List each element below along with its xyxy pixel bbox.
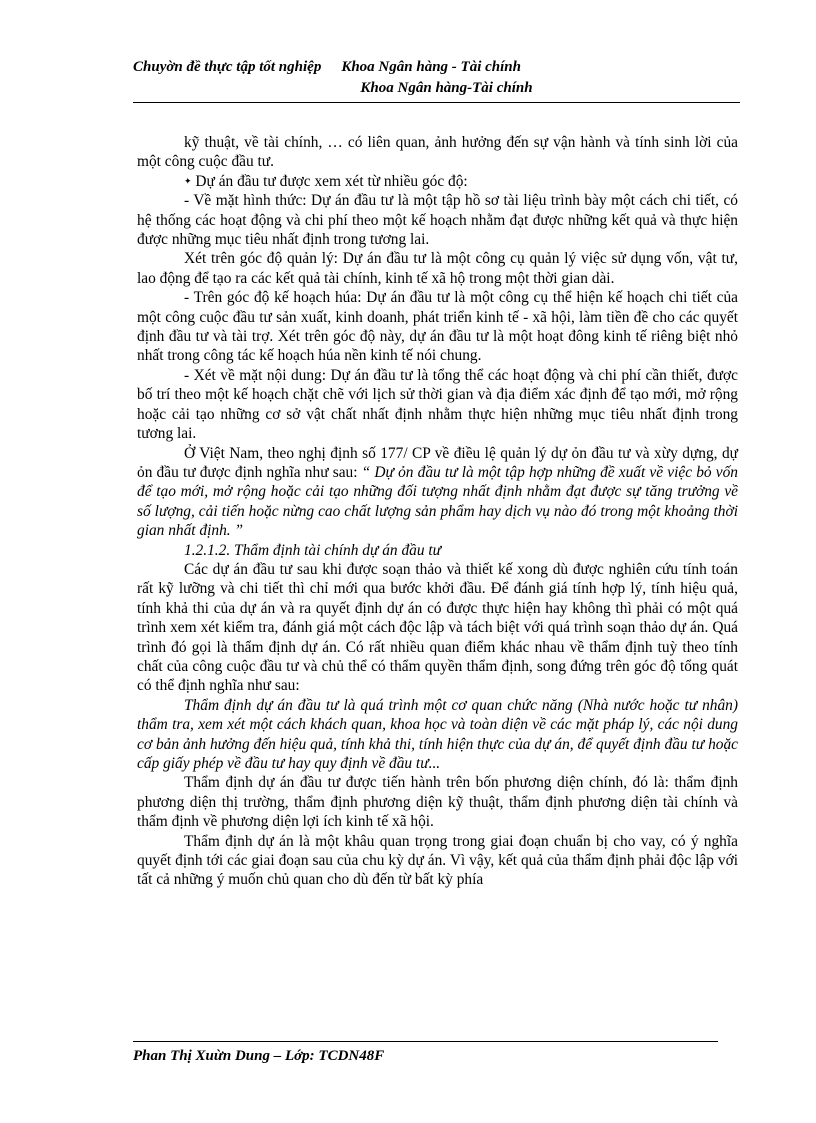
paragraph: Xét trên góc độ quản lý: Dự án đầu tư là một công cụ quản lý việc sử dụng vốn, vật tư, lao động để tạo ra các kết quả tài chính, kinh tế xã hộ trong một thời gian dài. <box>137 250 738 287</box>
paragraph: kỹ thuật, về tài chính, … có liên quan, ảnh hưởng đến sự vận hành và tính sinh lời của một công cuộc đầu tư. <box>137 134 738 171</box>
quoted-definition: “ Dự ỏn đầu tư là một tập hợp những đề xuất về việc bỏ vốn để tạo mới, mở rộng hoặc cải tạo những đối tượng nhất định nhằm đạt được sự tăng trưởng về số lượng, cải tiến hoặc nừng cao chất lượng sản phẩm hay dịch vụ nào đó trong một khoảng thời gian nhất định. ” <box>137 463 738 540</box>
paragraph: - Xét về mặt nội dung: Dự án đầu tư là tổng thể các hoạt động và chi phí cần thiết, được bố trí theo một kế hoạch chặt chẽ với lịch sử thời gian và địa điểm xác định để tạo mới, mở rộng hoặc cải tạo những cơ sở vật chất nhất định nhằm thực hiện những mục tiêu nhất định trong tương lai. <box>137 366 738 443</box>
header-line-2: Khoa Ngân hàng-Tài chính <box>360 80 533 96</box>
paragraph-text: Ở Việt Nam, theo nghị định số 177/ CP về điều lệ quản lý dự ỏn đầu tư và xừy dựng, dự ỏn đầu tư được định nghĩa như sau: <box>137 444 738 481</box>
paragraph-text: Dự án đầu tư được xem xét từ nhiều góc độ: <box>195 172 468 190</box>
italic-definition: Thẩm định dự án đầu tư là quá trình một cơ quan chức năng (Nhà nước hoặc tư nhân) thẩm tra, xem xét một cách khách quan, khoa học và toàn diện về các mặt pháp lý, các nội dung cơ bản ảnh hưởng đến hiệu quả, tính khả thi, tính hiện thực của dự án, để quyết định đầu tư hoặc cấp giấy phép về đầu tư hay quy định về đầu tư... <box>137 696 738 772</box>
header-line-1 <box>133 57 740 78</box>
diamond-bullet-icon: ✦ <box>184 175 192 186</box>
paragraph: - Về mặt hình thức: Dự án đầu tư là một tập hồ sơ tài liệu trình bày một cách chi tiết, có hệ thống các hoạt động và chi phí theo một kế hoạch nhằm đạt được những kết quả và thực hiện được những mục tiêu nhất định trong tương lai. <box>137 192 738 249</box>
header-rule <box>133 102 740 103</box>
paragraph: - Trên góc độ kế hoạch húa: Dự án đầu tư là một công cụ thể hiện kế hoạch chi tiết của một công cuộc đầu tư sản xuất, kinh doanh, phát triển kinh tế - xã hội, làm tiền đề cho các quyết định đầu tư và tài trợ. Xét trên góc độ này, dự án đầu tư là một hoạt đông kinh tế riêng biệt nhỏ nhất trong công tác kế hoạch húa nền kinh tế nói chung. <box>137 289 738 365</box>
page-body <box>137 133 738 890</box>
section-heading: 1.2.1.2. Thẩm định tài chính dự án đầu tư <box>184 541 442 559</box>
page-header <box>133 57 740 99</box>
header-thesis-title: Chuyờn đề thực tập tốt nghiệp <box>133 59 322 75</box>
page-footer: Phan Thị Xuừn Dung – Lớp: TCDN48F <box>133 1048 385 1064</box>
paragraph: Thẩm định dự án là một khâu quan trọng trong giai đoạn chuẩn bị cho vay, có ý nghĩa quyết định tới các giai đoạn sau của chu kỳ dự án. Vì vậy, kết quả của thẩm định phải độc lập với tất cả những ý muốn chủ quan cho dù đến từ bất kỳ phía <box>137 832 738 889</box>
header-faculty: Khoa Ngân hàng - Tài chính <box>341 59 521 75</box>
definition-paragraph <box>137 444 738 541</box>
footer-rule <box>133 1041 718 1042</box>
paragraph: Các dự án đầu tư sau khi được soạn thảo và thiết kế xong dù được nghiên cứu tính toán rất kỹ lưỡng và chi tiết thì chỉ mới qua bước khởi đầu. Để đánh giá tính hợp lý, tính hiệu quả, tính khả thi của dự án và ra quyết định dự án có được thực hiện hay không thì phải có một quá trình xem xét kiểm tra, đánh giá một cách độc lập và tách biệt với quá trình soạn thảo dự án. Quá trình đó gọi là thẩm định dự án. Có rất nhiều quan điểm khác nhau về thẩm định tuỳ theo tính chất của công cuộc đầu tư và chủ thể có thẩm quyền thẩm định, song đứng trên góc độ tổng quát có thể định nghĩa như sau: <box>137 560 738 695</box>
bullet-paragraph <box>137 172 738 191</box>
paragraph: Thẩm định dự án đầu tư được tiến hành trên bốn phương diện chính, đó là: thẩm định phương diện thị trường, thẩm định phương diện kỹ thuật, thẩm định phương diện tài chính và thẩm định về phương diện lợi ích kinh tế xã hội. <box>137 774 738 831</box>
